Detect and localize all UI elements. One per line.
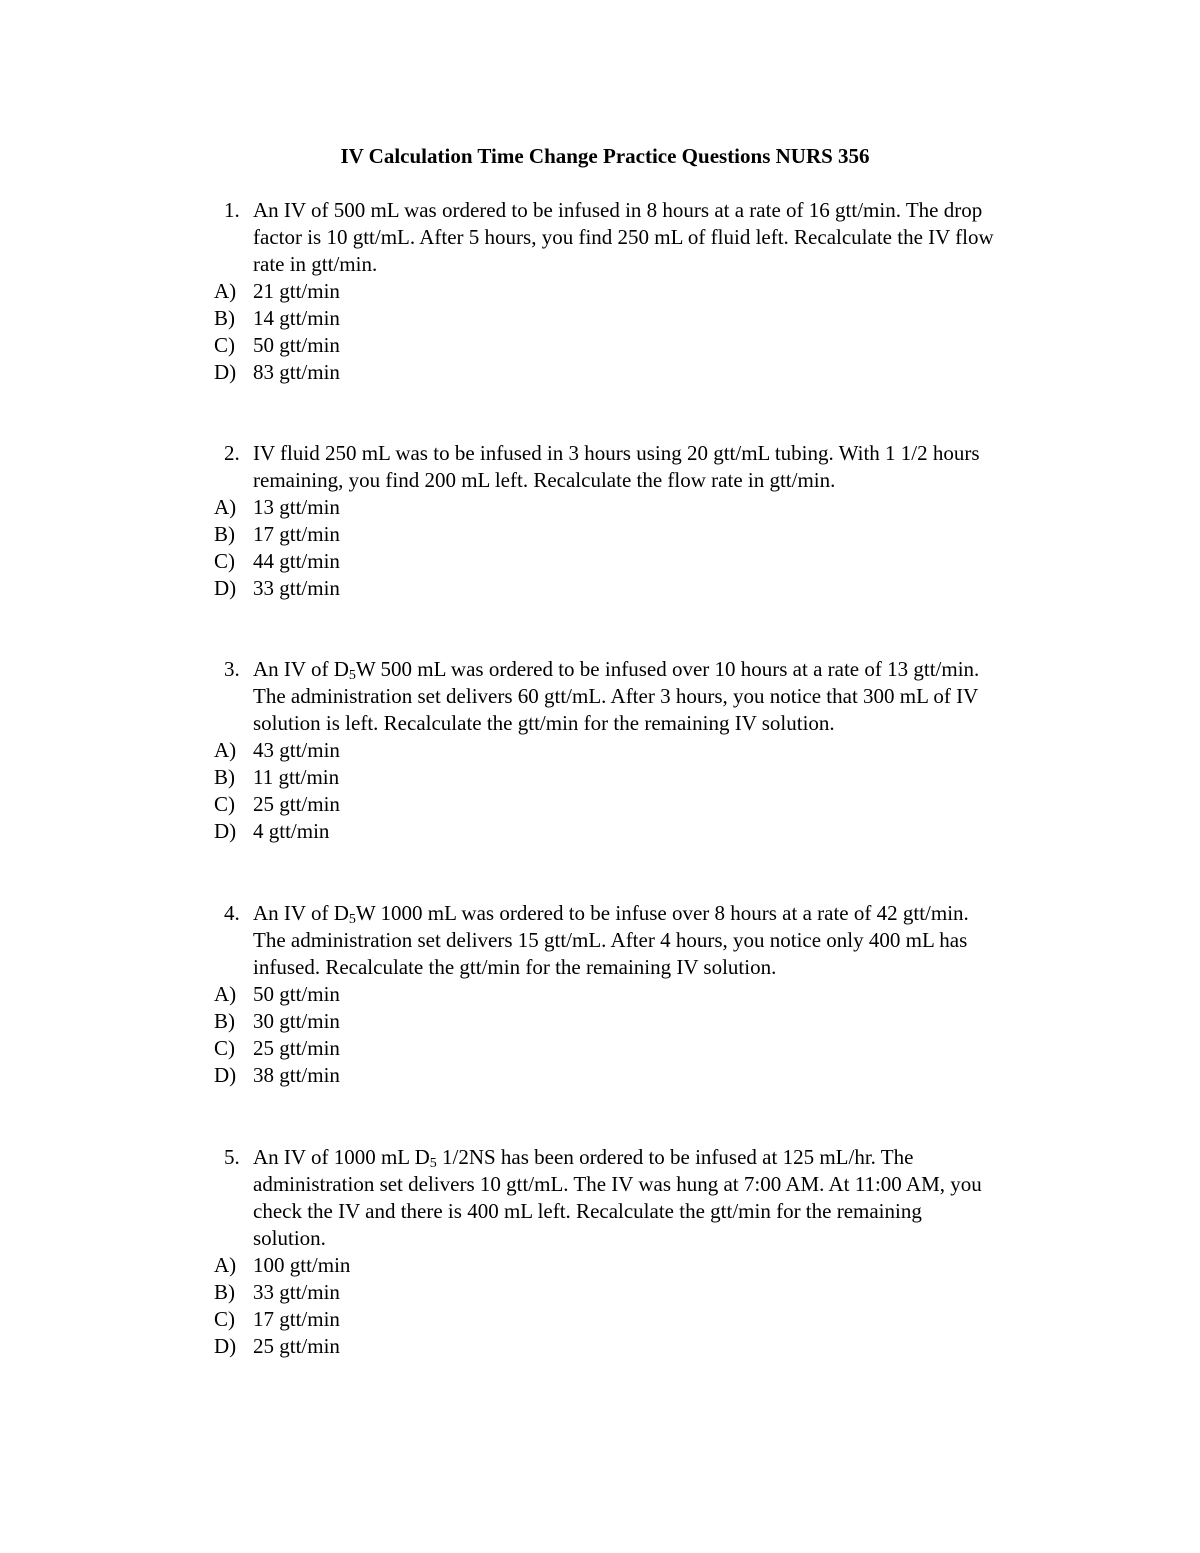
option-letter: D) xyxy=(214,1063,237,1087)
option-text: 44 gtt/min xyxy=(253,549,340,573)
option-text: 17 gtt/min xyxy=(253,1307,340,1331)
answer-option xyxy=(0,1279,1200,1306)
question-1 xyxy=(0,197,1200,386)
option-text: 17 gtt/min xyxy=(253,522,340,546)
option-text: 25 gtt/min xyxy=(253,1334,340,1358)
question-text-line: administration set delivers 10 gtt/mL. The IV was hung at 7:00 AM. At 11:00 AM, you xyxy=(253,1172,982,1196)
option-text: 11 gtt/min xyxy=(253,765,340,789)
option-text: 13 gtt/min xyxy=(253,495,340,519)
answer-option xyxy=(0,359,1200,386)
question-text-line: solution. xyxy=(253,1226,326,1250)
option-letter: B) xyxy=(214,765,235,789)
question-text-line: remaining, you find 200 mL left. Recalculate the flow rate in gtt/min. xyxy=(253,468,836,492)
answer-option xyxy=(0,575,1200,602)
option-text: 43 gtt/min xyxy=(253,738,340,762)
option-letter: C) xyxy=(214,1307,235,1331)
question-text-line: An IV of 500 mL was ordered to be infused in 8 hours at a rate of 16 gtt/min. The drop xyxy=(253,198,983,222)
option-letter: B) xyxy=(214,1280,235,1304)
question-number: 2. xyxy=(224,441,240,465)
answer-option xyxy=(0,1252,1200,1279)
option-letter: D) xyxy=(214,819,237,843)
answer-option xyxy=(0,737,1200,764)
answer-option xyxy=(0,818,1200,845)
answer-option xyxy=(0,278,1200,305)
option-letter: A) xyxy=(214,495,237,519)
answer-option xyxy=(0,1008,1200,1035)
option-letter: D) xyxy=(214,576,237,600)
question-text-line: An IV of $D_5W$ 1000 mL was ordered to be infuse over 8 hours at a rate of 42 gtt/min. xyxy=(253,901,969,927)
question-number: 3. xyxy=(224,657,240,681)
question-text-line: rate in gtt/min. xyxy=(253,252,378,276)
option-letter: A) xyxy=(214,738,237,762)
answer-option xyxy=(0,1062,1200,1089)
option-letter: B) xyxy=(214,522,235,546)
option-letter: C) xyxy=(214,792,235,816)
option-text: 38 gtt/min xyxy=(253,1063,340,1087)
option-text: 30 gtt/min xyxy=(253,1009,340,1033)
option-letter: C) xyxy=(214,1036,235,1060)
option-letter: A) xyxy=(214,982,237,1006)
answer-option xyxy=(0,1306,1200,1333)
question-4 xyxy=(0,900,1200,1089)
answer-option xyxy=(0,1035,1200,1062)
option-text: 33 gtt/min xyxy=(253,576,340,600)
question-text-line: An IV of 1000 mL $D_5$ 1/2NS has been ordered to be infused at 125 mL/hr. The xyxy=(253,1145,914,1171)
question-2 xyxy=(0,440,1200,602)
option-letter: A) xyxy=(214,1253,237,1277)
answer-option xyxy=(0,791,1200,818)
option-text: 83 gtt/min xyxy=(253,360,340,384)
option-letter: C) xyxy=(214,549,235,573)
option-letter: D) xyxy=(214,1334,237,1358)
option-text: 50 gtt/min xyxy=(253,982,340,1006)
question-number: 1. xyxy=(224,198,240,222)
option-letter: A) xyxy=(214,279,237,303)
question-text-line: The administration set delivers 15 gtt/mL. After 4 hours, you notice only 400 mL has xyxy=(253,928,968,952)
option-letter: D) xyxy=(214,360,237,384)
answer-option xyxy=(0,1333,1200,1360)
answer-option xyxy=(0,548,1200,575)
answer-option xyxy=(0,305,1200,332)
answer-option xyxy=(0,981,1200,1008)
answer-option xyxy=(0,764,1200,791)
question-text-line: infused. Recalculate the gtt/min for the remaining IV solution. xyxy=(253,955,777,979)
answer-option xyxy=(0,494,1200,521)
option-text: 50 gtt/min xyxy=(253,333,340,357)
question-3 xyxy=(0,656,1200,845)
option-text: 33 gtt/min xyxy=(253,1280,340,1304)
answer-option xyxy=(0,332,1200,359)
question-number: 4. xyxy=(224,901,240,925)
option-text: 21 gtt/min xyxy=(253,279,340,303)
option-letter: C) xyxy=(214,333,235,357)
question-text-line: check the IV and there is 400 mL left. Recalculate the gtt/min for the remaining xyxy=(253,1199,922,1223)
option-text: 100 gtt/min xyxy=(253,1253,351,1277)
option-text: 25 gtt/min xyxy=(253,1036,340,1060)
option-letter: B) xyxy=(214,306,235,330)
option-text: 4 gtt/min xyxy=(253,819,330,843)
page-title: IV Calculation Time Change Practice Questions NURS 356 xyxy=(340,144,870,168)
option-text: 14 gtt/min xyxy=(253,306,340,330)
question-text-line: factor is 10 gtt/mL. After 5 hours, you find 250 mL of fluid left. Recalculate the IV flow xyxy=(253,225,994,249)
option-text: 25 gtt/min xyxy=(253,792,340,816)
answer-option xyxy=(0,521,1200,548)
question-text-line: An IV of $D_5W$ 500 mL was ordered to be infused over 10 hours at a rate of 13 gtt/min. xyxy=(253,657,980,683)
question-number: 5. xyxy=(224,1145,240,1169)
question-text-line: solution is left. Recalculate the gtt/min for the remaining IV solution. xyxy=(253,711,835,735)
option-letter: B) xyxy=(214,1009,235,1033)
question-text-line: The administration set delivers 60 gtt/mL. After 3 hours, you notice that 300 mL of IV xyxy=(253,684,979,708)
question-text-line: IV fluid 250 mL was to be infused in 3 hours using 20 gtt/mL tubing. With 1 1/2 hours xyxy=(253,441,980,465)
question-5 xyxy=(0,1144,1200,1360)
